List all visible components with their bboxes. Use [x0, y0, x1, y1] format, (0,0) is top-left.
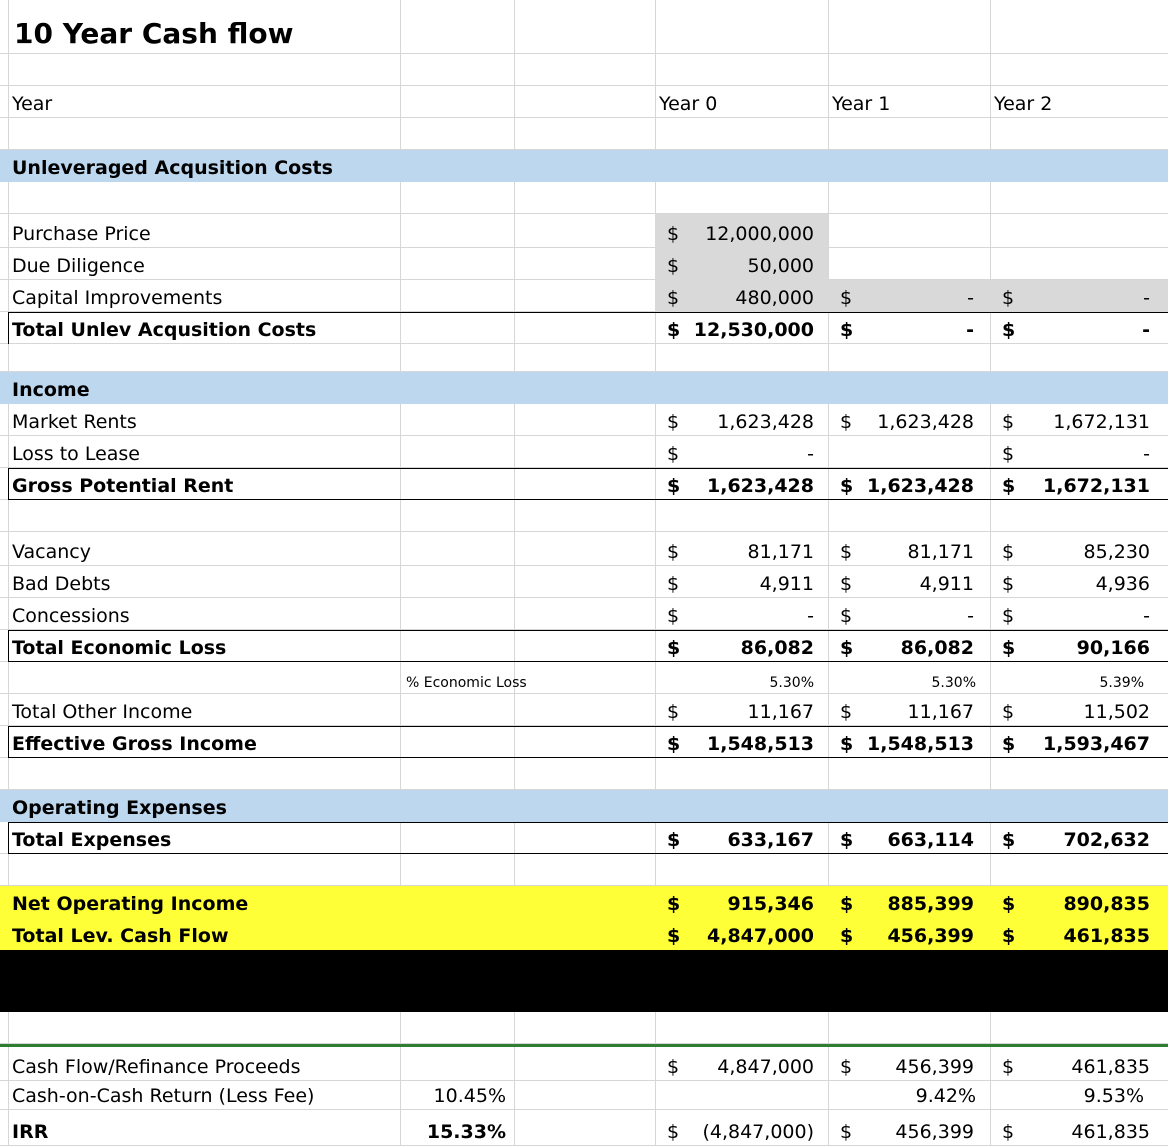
gridline	[8, 344, 9, 372]
gridline	[514, 758, 515, 790]
row-op_sec	[0, 790, 1168, 822]
gridline	[990, 344, 991, 372]
row-blank	[0, 854, 1168, 886]
row-loss_tot	[0, 630, 1168, 662]
gridline	[655, 54, 656, 86]
dollar-sign-1: $	[840, 701, 853, 723]
gridline	[514, 404, 515, 436]
total-label[interactable]: Effective Gross Income	[12, 733, 257, 755]
dollar-sign-0: $	[667, 411, 680, 433]
value-1[interactable]: -	[966, 319, 974, 341]
dollar-sign-0: $	[667, 223, 680, 245]
dollar-sign-2: $	[1002, 287, 1015, 309]
row-label[interactable]: Unleveraged Acqusition Costs	[12, 157, 333, 179]
gridline	[400, 0, 401, 54]
row-label[interactable]: Loss to Lease	[12, 443, 140, 465]
coc-value-0[interactable]	[655, 1078, 828, 1110]
dollar-sign-1: $	[840, 605, 853, 627]
row-label[interactable]: Vacancy	[12, 541, 91, 563]
total-label[interactable]: Total Economic Loss	[12, 637, 227, 659]
dollar-sign-2: $	[1002, 893, 1016, 915]
dollar-sign-2: $	[1002, 475, 1016, 497]
value-0[interactable]: 480,000	[735, 287, 814, 309]
gridline	[514, 182, 515, 214]
value-2[interactable]: -	[1142, 319, 1150, 341]
gridline	[514, 694, 515, 726]
dollar-sign-0: $	[667, 255, 680, 277]
dollar-sign-0: $	[667, 319, 681, 341]
value-1[interactable]	[828, 436, 988, 468]
dollar-sign-0: $	[667, 829, 681, 851]
value-1[interactable]: 4,911	[919, 573, 974, 595]
gridline	[8, 118, 9, 150]
gridline	[400, 54, 401, 86]
row-inc_sec	[0, 372, 1168, 404]
dollar-sign-0: $	[667, 893, 681, 915]
dollar-sign-2: $	[1002, 701, 1015, 723]
value-2[interactable]: -	[1143, 443, 1150, 465]
row-blank	[0, 118, 1168, 150]
row-ret_cf	[0, 1044, 1168, 1081]
gridline	[655, 182, 656, 214]
row-acq_tot	[0, 312, 1168, 344]
gridline	[400, 758, 401, 790]
row-ret_coc	[0, 1078, 1168, 1110]
value-2[interactable]: 11,502	[1083, 701, 1150, 723]
gridline	[400, 182, 401, 214]
dollar-sign-2: $	[1002, 637, 1016, 659]
row-loss2	[0, 598, 1168, 630]
row-label[interactable]: Cash Flow/Refinance Proceeds	[12, 1056, 301, 1078]
gridline	[400, 214, 401, 248]
row-label[interactable]: Total Other Income	[12, 701, 193, 723]
dollar-sign-2: $	[1002, 319, 1016, 341]
value-0[interactable]: -	[807, 605, 814, 627]
total-label[interactable]: Gross Potential Rent	[12, 475, 234, 497]
value-1[interactable]: 11,167	[907, 701, 974, 723]
value-0[interactable]: 81,171	[747, 541, 814, 563]
row-label[interactable]: Market Rents	[12, 411, 137, 433]
dollar-sign-0: $	[667, 541, 680, 563]
value-1[interactable]: 885,399	[887, 893, 974, 915]
row-acq_sec	[0, 150, 1168, 182]
gridline	[400, 248, 401, 280]
gridline	[655, 758, 656, 790]
dollar-sign-1: $	[840, 287, 853, 309]
value-0[interactable]: 1,623,428	[707, 475, 814, 497]
gridline	[400, 86, 401, 118]
dollar-sign-2: $	[1002, 829, 1016, 851]
dollar-sign-0: $	[667, 573, 680, 595]
row-blank	[0, 1012, 1168, 1044]
value-0[interactable]: 12,530,000	[693, 319, 814, 341]
row-label[interactable]: IRR	[12, 1121, 49, 1143]
gridline	[514, 0, 515, 54]
gridline	[990, 1012, 991, 1044]
gridline	[990, 182, 991, 214]
dollar-sign-0: $	[667, 605, 680, 627]
gridline	[400, 500, 401, 532]
row-black	[0, 950, 1168, 1012]
gridline	[828, 0, 829, 54]
gridline	[514, 436, 515, 468]
value-0[interactable]: -	[807, 443, 814, 465]
gridline	[990, 758, 991, 790]
gridline	[400, 404, 401, 436]
dollar-sign-1: $	[840, 637, 854, 659]
dollar-sign-1: $	[840, 1121, 853, 1143]
value-0[interactable]: 1,623,428	[717, 411, 814, 433]
value-1[interactable]: 663,114	[887, 829, 974, 851]
gridline	[400, 566, 401, 598]
page-title: 10 Year Cash flow	[14, 17, 294, 50]
value-0[interactable]: 915,346	[727, 893, 814, 915]
gridline	[8, 854, 9, 886]
value-1[interactable]: -	[967, 605, 974, 627]
row-label[interactable]: Bad Debts	[12, 573, 111, 595]
value-1[interactable]: 456,399	[895, 1056, 974, 1078]
row-ret_irr	[0, 1110, 1168, 1146]
gridline	[828, 182, 829, 214]
gridline	[514, 54, 515, 86]
dollar-sign-2: $	[1002, 1121, 1015, 1143]
dollar-sign-2: $	[1002, 605, 1015, 627]
gridline	[514, 1012, 515, 1044]
gridline	[655, 344, 656, 372]
row-title	[0, 0, 1168, 54]
value-1[interactable]: -	[967, 287, 974, 309]
gridline	[8, 54, 9, 86]
value-1[interactable]	[828, 214, 988, 248]
dollar-sign-2: $	[1002, 443, 1015, 465]
gridline	[514, 86, 515, 118]
coc-value-2[interactable]: 9.53%	[1083, 1085, 1144, 1107]
gridline	[400, 280, 401, 312]
row-acq2	[0, 280, 1168, 312]
row-blank	[0, 758, 1168, 790]
value-2[interactable]: 461,835	[1071, 1121, 1150, 1143]
value-1[interactable]: 81,171	[907, 541, 974, 563]
gridline	[655, 500, 656, 532]
gridline	[828, 758, 829, 790]
year-header-1[interactable]: Year 1	[832, 93, 891, 115]
gridline	[990, 854, 991, 886]
value-1[interactable]: 86,082	[900, 637, 974, 659]
gridline	[400, 1047, 401, 1081]
gridline	[655, 118, 656, 150]
dollar-sign-2: $	[1002, 541, 1015, 563]
dollar-sign-0: $	[667, 925, 681, 947]
value-2[interactable]: 890,835	[1063, 893, 1150, 915]
value-1[interactable]	[828, 248, 988, 280]
row-blank	[0, 500, 1168, 532]
row-label[interactable]: Concessions	[12, 605, 130, 627]
gridline	[400, 436, 401, 468]
row-loss1	[0, 566, 1168, 598]
dollar-sign-2: $	[1002, 925, 1016, 947]
gridline	[514, 566, 515, 598]
gridline	[400, 532, 401, 566]
total-label[interactable]: Total Expenses	[12, 829, 172, 851]
dollar-sign-1: $	[840, 411, 853, 433]
value-2[interactable]: 85,230	[1083, 541, 1150, 563]
value-0[interactable]: 50,000	[747, 255, 814, 277]
value-2[interactable]: 1,593,467	[1043, 733, 1150, 755]
redacted-band	[0, 950, 1168, 1012]
row-loss0	[0, 532, 1168, 566]
gridline	[990, 118, 991, 150]
row-inc1	[0, 436, 1168, 468]
gridline	[8, 500, 9, 532]
summary-value[interactable]: 15.33%	[426, 1121, 506, 1143]
dollar-sign-1: $	[840, 541, 853, 563]
gridline	[514, 1047, 515, 1081]
gridline	[514, 854, 515, 886]
value-0[interactable]: 4,847,000	[717, 1056, 814, 1078]
gridline	[514, 248, 515, 280]
row-op_tot	[0, 822, 1168, 854]
value-2[interactable]: 1,672,131	[1043, 475, 1150, 497]
row-header	[0, 86, 1168, 118]
year-header-2[interactable]: Year 2	[994, 93, 1053, 115]
row-noi	[0, 886, 1168, 918]
dollar-sign-1: $	[840, 925, 854, 947]
dollar-sign-0: $	[667, 1056, 680, 1078]
row-inc_tot	[0, 468, 1168, 500]
summary-value[interactable]: 10.45%	[433, 1085, 506, 1107]
dollar-sign-0: $	[667, 637, 681, 659]
value-0[interactable]: 86,082	[740, 637, 814, 659]
row-label[interactable]: Purchase Price	[12, 223, 151, 245]
dollar-sign-1: $	[840, 573, 853, 595]
value-2[interactable]: 90,166	[1076, 637, 1150, 659]
dollar-sign-1: $	[840, 1056, 853, 1078]
gridline	[400, 118, 401, 150]
pct-value-2[interactable]: 5.39%	[1099, 675, 1144, 691]
row-label[interactable]: Cash-on-Cash Return (Less Fee)	[12, 1085, 315, 1107]
dollar-sign-2: $	[1002, 573, 1015, 595]
row-blank	[0, 344, 1168, 372]
dollar-sign-1: $	[840, 829, 854, 851]
row-blank	[0, 182, 1168, 214]
row-levcf	[0, 918, 1168, 950]
gridline	[828, 54, 829, 86]
gridline	[828, 854, 829, 886]
gridline	[828, 344, 829, 372]
gridline	[8, 758, 9, 790]
value-2[interactable]: 461,835	[1063, 925, 1150, 947]
dollar-sign-1: $	[840, 893, 854, 915]
gridline	[514, 532, 515, 566]
gridline	[828, 1012, 829, 1044]
gridline	[8, 182, 9, 214]
dollar-sign-0: $	[667, 1121, 680, 1143]
row-egi	[0, 726, 1168, 758]
row-label[interactable]: Capital Improvements	[12, 287, 223, 309]
row-label[interactable]: Year	[12, 93, 53, 115]
pct-value-0[interactable]: 5.30%	[769, 675, 814, 691]
gridline	[8, 1012, 9, 1044]
row-blank	[0, 54, 1168, 86]
clipped-column-edge	[1160, 86, 1168, 118]
dollar-sign-2: $	[1002, 411, 1015, 433]
value-1[interactable]: 1,623,428	[877, 411, 974, 433]
value-2[interactable]: -	[1143, 605, 1150, 627]
value-1[interactable]: 1,548,513	[867, 733, 974, 755]
value-0[interactable]: 12,000,000	[705, 223, 814, 245]
value-0[interactable]: 4,911	[759, 573, 814, 595]
dollar-sign-0: $	[667, 287, 680, 309]
row-label[interactable]: Operating Expenses	[12, 797, 227, 819]
row-label[interactable]: Net Operating Income	[12, 893, 249, 915]
dollar-sign-0: $	[667, 443, 680, 465]
gridline	[400, 854, 401, 886]
row-other	[0, 694, 1168, 726]
gridline	[514, 1078, 515, 1110]
gridline	[655, 1012, 656, 1044]
gridline	[514, 118, 515, 150]
gridline	[514, 344, 515, 372]
row-acq1	[0, 248, 1168, 280]
gridline	[655, 854, 656, 886]
value-2[interactable]: 461,835	[1071, 1056, 1150, 1078]
gridline	[400, 1012, 401, 1044]
row-label[interactable]: Total Lev. Cash Flow	[12, 925, 229, 947]
total-label[interactable]: Total Unlev Acqusition Costs	[12, 319, 317, 341]
gridline	[990, 500, 991, 532]
value-2[interactable]: 702,632	[1063, 829, 1150, 851]
value-0[interactable]: 4,847,000	[707, 925, 814, 947]
value-2[interactable]: 1,672,131	[1053, 411, 1150, 433]
dollar-sign-1: $	[840, 733, 854, 755]
gridline	[400, 344, 401, 372]
dollar-sign-0: $	[667, 733, 681, 755]
year-header-0[interactable]: Year 0	[659, 93, 718, 115]
value-2[interactable]	[990, 248, 1164, 280]
gridline	[514, 280, 515, 312]
value-0[interactable]: 633,167	[727, 829, 814, 851]
value-1[interactable]: 456,399	[895, 1121, 974, 1143]
gridline	[828, 118, 829, 150]
gridline	[514, 598, 515, 630]
dollar-sign-1: $	[840, 319, 854, 341]
value-2[interactable]: -	[1143, 287, 1150, 309]
value-0[interactable]: (4,847,000)	[702, 1121, 814, 1143]
gridline	[400, 694, 401, 726]
gridline	[514, 214, 515, 248]
row-inc0	[0, 404, 1168, 436]
row-label[interactable]: Income	[12, 379, 90, 401]
gridline	[990, 0, 991, 54]
dollar-sign-1: $	[840, 475, 854, 497]
gridline	[990, 54, 991, 86]
gridline	[8, 662, 9, 694]
row-acq0	[0, 214, 1168, 248]
pct-value-1[interactable]: 5.30%	[931, 675, 976, 691]
dollar-sign-2: $	[1002, 733, 1016, 755]
value-2[interactable]	[990, 214, 1164, 248]
coc-value-1[interactable]: 9.42%	[915, 1085, 976, 1107]
value-1[interactable]: 456,399	[887, 925, 974, 947]
gridline	[400, 598, 401, 630]
gridline	[514, 1110, 515, 1146]
row-pct	[0, 662, 1168, 694]
dollar-sign-0: $	[667, 475, 681, 497]
row-label[interactable]: Due Diligence	[12, 255, 145, 277]
gridline	[514, 500, 515, 532]
gridline	[828, 500, 829, 532]
value-1[interactable]: 1,623,428	[867, 475, 974, 497]
dollar-sign-2: $	[1002, 1056, 1015, 1078]
dollar-sign-0: $	[667, 701, 680, 723]
value-0[interactable]: 11,167	[747, 701, 814, 723]
value-2[interactable]: 4,936	[1095, 573, 1150, 595]
pct-label[interactable]: % Economic Loss	[406, 675, 527, 691]
value-0[interactable]: 1,548,513	[707, 733, 814, 755]
gridline	[655, 0, 656, 54]
